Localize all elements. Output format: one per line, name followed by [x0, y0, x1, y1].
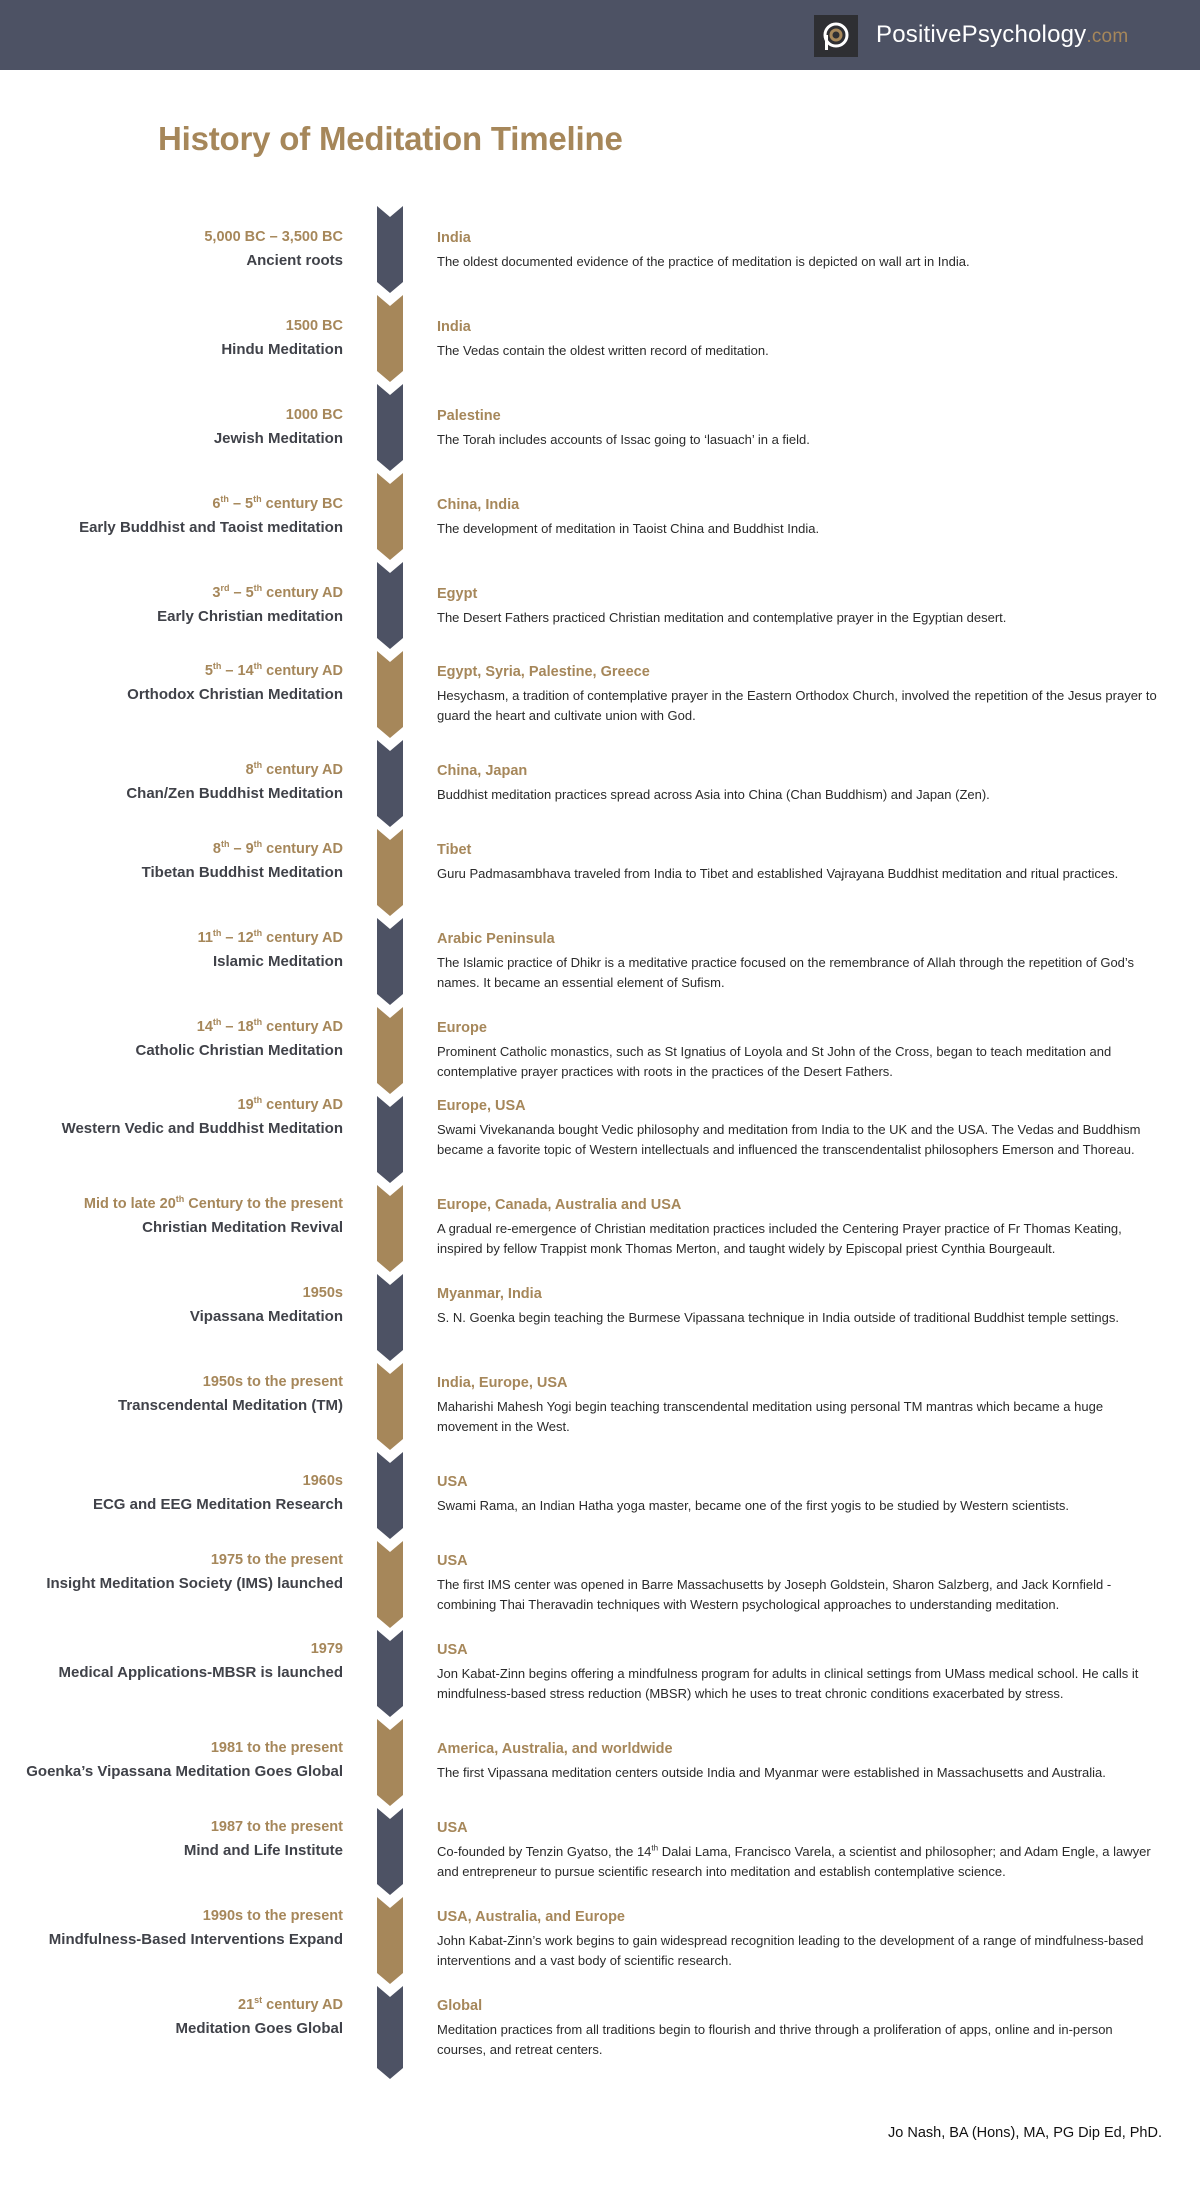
event-description: The Torah includes accounts of Issac going to ‘lasuach’ in a field.: [437, 432, 810, 447]
event-date: Mid to late 20th Century to the present: [83, 1194, 343, 1212]
event-region: Europe, USA: [437, 1098, 526, 1114]
event-date: 8th – 9th century AD: [212, 839, 343, 857]
event-name: ECG and EEG Meditation Research: [92, 1496, 343, 1513]
event-name: Orthodox Christian Meditation: [127, 686, 343, 703]
event-name: Western Vedic and Buddhist Meditation: [61, 1120, 343, 1137]
timeline-event-label: [0, 584, 343, 628]
event-date: 1987 to the present: [210, 1819, 343, 1835]
event-description: Jon Kabat-Zinn begins offering a mindfulness program for adults in clinical settings from UMass medical school. He calls it mindfulness-based stress reduction (MBSR) which he uses to treat chronic conditions exacerbated by stress.: [437, 1666, 1139, 1701]
event-description: Maharishi Mahesh Yogi begin teaching transcendental meditation using personal TM mantras which became a huge movement in the West.: [437, 1399, 1104, 1434]
event-name: Hindu Meditation: [221, 341, 343, 358]
event-description: The Vedas contain the oldest written record of meditation.: [437, 343, 769, 358]
event-name: Early Christian meditation: [157, 608, 343, 625]
timeline-event-detail: [437, 762, 1162, 805]
event-description: Buddhist meditation practices spread across Asia into China (Chan Buddhism) and Japan (Zen).: [437, 787, 990, 802]
event-date: 19th century AD: [237, 1095, 343, 1113]
timeline-event-detail: [437, 407, 1162, 450]
event-date: 1950s: [302, 1285, 343, 1301]
event-date: 1960s: [302, 1473, 343, 1489]
event-date: 6th – 5th century BC: [212, 494, 343, 512]
timeline-event-label: [0, 1284, 343, 1328]
event-name: Goenka’s Vipassana Meditation Goes Global: [26, 1763, 343, 1780]
timeline-event-label: [0, 1096, 343, 1140]
event-description: Swami Rama, an Indian Hatha yoga master, became one of the first yogis to be studied by Western scientists.: [437, 1498, 1070, 1513]
timeline-event-detail: [437, 930, 1162, 992]
timeline-event-detail: [437, 1819, 1162, 1881]
timeline-event-detail: [437, 318, 1162, 361]
timeline-event-label: [0, 317, 343, 361]
timeline-event-label: [0, 840, 343, 884]
event-date: 8th century AD: [245, 760, 343, 778]
event-name: Catholic Christian Meditation: [135, 1042, 343, 1059]
event-name: Transcendental Meditation (TM): [117, 1397, 343, 1414]
event-description: Meditation practices from all traditions begin to flourish and thrive through a proliferation of apps, online and in-person courses, and retreat centers.: [437, 2022, 1113, 2057]
timeline-event-detail: [437, 1740, 1162, 1783]
timeline-event-label: [0, 662, 343, 706]
event-region: China, Japan: [437, 763, 528, 779]
timeline-event-label: [0, 1640, 343, 1684]
timeline-event-detail: [437, 1097, 1162, 1159]
event-region: China, India: [437, 497, 520, 513]
event-name: Insight Meditation Society (IMS) launched: [46, 1575, 343, 1592]
event-date: 5,000 BC – 3,500 BC: [204, 229, 343, 245]
event-description: The oldest documented evidence of the practice of meditation is depicted on wall art in India.: [437, 254, 970, 269]
event-region: USA: [437, 1642, 468, 1658]
timeline-event-detail: [437, 1997, 1162, 2059]
event-name: Jewish Meditation: [213, 430, 343, 447]
event-date: 21st century AD: [238, 1995, 343, 2013]
event-date: 1000 BC: [285, 407, 343, 423]
event-region: India, Europe, USA: [437, 1375, 568, 1391]
event-date: 1979: [310, 1641, 343, 1657]
event-region: USA: [437, 1820, 468, 1836]
event-name: Christian Meditation Revival: [142, 1219, 343, 1236]
timeline-event-label: [0, 1018, 343, 1062]
event-name: Mindfulness-Based Interventions Expand: [48, 1931, 343, 1948]
timeline-event-label: [0, 495, 343, 539]
event-name: Early Buddhist and Taoist meditation: [79, 519, 343, 536]
event-date: 11th – 12th century AD: [197, 928, 343, 946]
event-date: 1975 to the present: [210, 1552, 343, 1568]
event-description: The first IMS center was opened in Barre Massachusetts by Joseph Goldstein, Sharon Salzberg, and Jack Kornfield - combining Thai Theravadin techniques with Western psychological approaches to understanding meditation.: [437, 1577, 1112, 1612]
event-name: Ancient roots: [246, 252, 343, 269]
event-region: America, Australia, and worldwide: [437, 1741, 673, 1757]
event-region: Egypt, Syria, Palestine, Greece: [437, 664, 650, 680]
event-description: The Islamic practice of Dhikr is a meditative practice focused on the remembrance of Allah through the repetition of God’s names. It became an essential element of Sufism.: [437, 955, 1135, 990]
event-region: Palestine: [437, 408, 501, 424]
event-region: Tibet: [437, 842, 472, 858]
event-description: Co-founded by Tenzin Gyatso, the 14th Dalai Lama, Francisco Varela, a scientist and philosopher; and Adam Engle, a lawyer and entrepreneur to pursue scientific research into meditation and establish contemplative science.: [437, 1843, 1151, 1879]
brand-suffix: .com: [1086, 26, 1129, 47]
timeline-event-label: [0, 406, 343, 450]
timeline-event-label: [0, 1907, 343, 1951]
event-description: Swami Vivekananda bought Vedic philosophy and meditation from India to the UK and the USA. The Vedas and Buddhism became a favorite topic of Western intellectuals and influenced the transcendentalist philosophers Emerson and Thoreau.: [437, 1122, 1141, 1157]
event-date: 1500 BC: [285, 318, 343, 334]
timeline-event-detail: [437, 1473, 1162, 1516]
timeline-event-detail: [437, 229, 1162, 272]
timeline-event-detail: [437, 841, 1162, 884]
event-name: Tibetan Buddhist Meditation: [141, 864, 343, 881]
event-name: Vipassana Meditation: [189, 1308, 343, 1325]
event-name: Mind and Life Institute: [183, 1842, 343, 1859]
timeline-event-detail: [437, 1908, 1162, 1970]
timeline-event-detail: [437, 1196, 1162, 1258]
event-region: Europe: [437, 1020, 487, 1036]
event-region: USA: [437, 1474, 468, 1490]
event-region: Egypt: [437, 586, 478, 602]
event-date: 1990s to the present: [202, 1908, 343, 1924]
event-description: S. N. Goenka begin teaching the Burmese Vipassana technique in India outside of traditional Buddhist temple settings.: [437, 1310, 1119, 1325]
event-name: Meditation Goes Global: [175, 2020, 343, 2037]
event-date: 1950s to the present: [202, 1374, 343, 1390]
event-description: John Kabat-Zinn’s work begins to gain widespread recognition leading to the development of a range of mindfulness-based interventions and a vast body of scientific research.: [437, 1933, 1144, 1968]
timeline-event-label: [0, 228, 343, 272]
event-date: 3rd – 5th century AD: [212, 583, 343, 601]
timeline-event-label: [0, 1472, 343, 1516]
timeline-event-label: [0, 1195, 343, 1239]
event-name: Islamic Meditation: [212, 953, 343, 970]
event-region: USA: [437, 1553, 468, 1569]
event-region: Global: [437, 1998, 483, 2014]
timeline-event-label: [0, 1373, 343, 1417]
timeline-event-detail: [437, 1552, 1162, 1614]
timeline-event-detail: [437, 1641, 1162, 1703]
event-description: The first Vipassana meditation centers outside India and Myanmar were established in Massachusetts and Australia.: [437, 1765, 1106, 1780]
event-name: Medical Applications-MBSR is launched: [58, 1664, 343, 1681]
timeline-event-detail: [437, 496, 1162, 539]
event-region: India: [437, 319, 471, 335]
event-description: Guru Padmasambhava traveled from India to Tibet and established Vajrayana Buddhist meditation and ritual practices.: [437, 866, 1119, 881]
event-region: Myanmar, India: [437, 1286, 542, 1302]
event-region: India: [437, 230, 471, 246]
event-description: The Desert Fathers practiced Christian meditation and contemplative prayer in the Egyptian desert.: [437, 610, 1007, 625]
event-region: USA, Australia, and Europe: [437, 1909, 625, 1925]
timeline-event-label: [0, 929, 343, 973]
timeline-event-label: [0, 761, 343, 805]
timeline-event-label: [0, 1551, 343, 1595]
timeline-event-label: [0, 1818, 343, 1862]
event-description: Hesychasm, a tradition of contemplative prayer in the Eastern Orthodox Church, involved the repetition of the Jesus prayer to guard the heart and cultivate union with God.: [437, 688, 1157, 723]
event-date: 5th – 14th century AD: [204, 661, 343, 679]
event-region: Europe, Canada, Australia and USA: [437, 1197, 682, 1213]
event-date: 1981 to the present: [210, 1740, 343, 1756]
event-date: 14th – 18th century AD: [196, 1017, 343, 1035]
timeline-event-label: [0, 1996, 343, 2040]
brand-name: PositivePsychology: [876, 21, 1087, 48]
event-description: The development of meditation in Taoist China and Buddhist India.: [437, 521, 820, 536]
timeline-event-detail: [437, 1285, 1162, 1328]
event-name: Chan/Zen Buddhist Meditation: [126, 785, 343, 802]
timeline-event-detail: [437, 663, 1162, 725]
event-region: Arabic Peninsula: [437, 931, 555, 947]
timeline-event-detail: [437, 585, 1162, 628]
timeline-event-label: [0, 1739, 343, 1783]
event-description: Prominent Catholic monastics, such as St Ignatius of Loyola and St John of the Cross, began to teach meditation and contemplative prayer practices with roots in the practices of the Desert Fathers.: [437, 1044, 1112, 1079]
event-description: A gradual re-emergence of Christian meditation practices included the Centering Prayer practice of Fr Thomas Keating, inspired by fellow Trappist monk Thomas Merton, and taught widely by Episcopal priest Cynthia Bourgeault.: [437, 1221, 1122, 1256]
page-title: History of Meditation Timeline: [158, 120, 623, 157]
author-signature: Jo Nash, BA (Hons), MA, PG Dip Ed, PhD.: [888, 2125, 1162, 2141]
timeline-event-detail: [437, 1374, 1162, 1436]
timeline-event-detail: [437, 1019, 1162, 1081]
